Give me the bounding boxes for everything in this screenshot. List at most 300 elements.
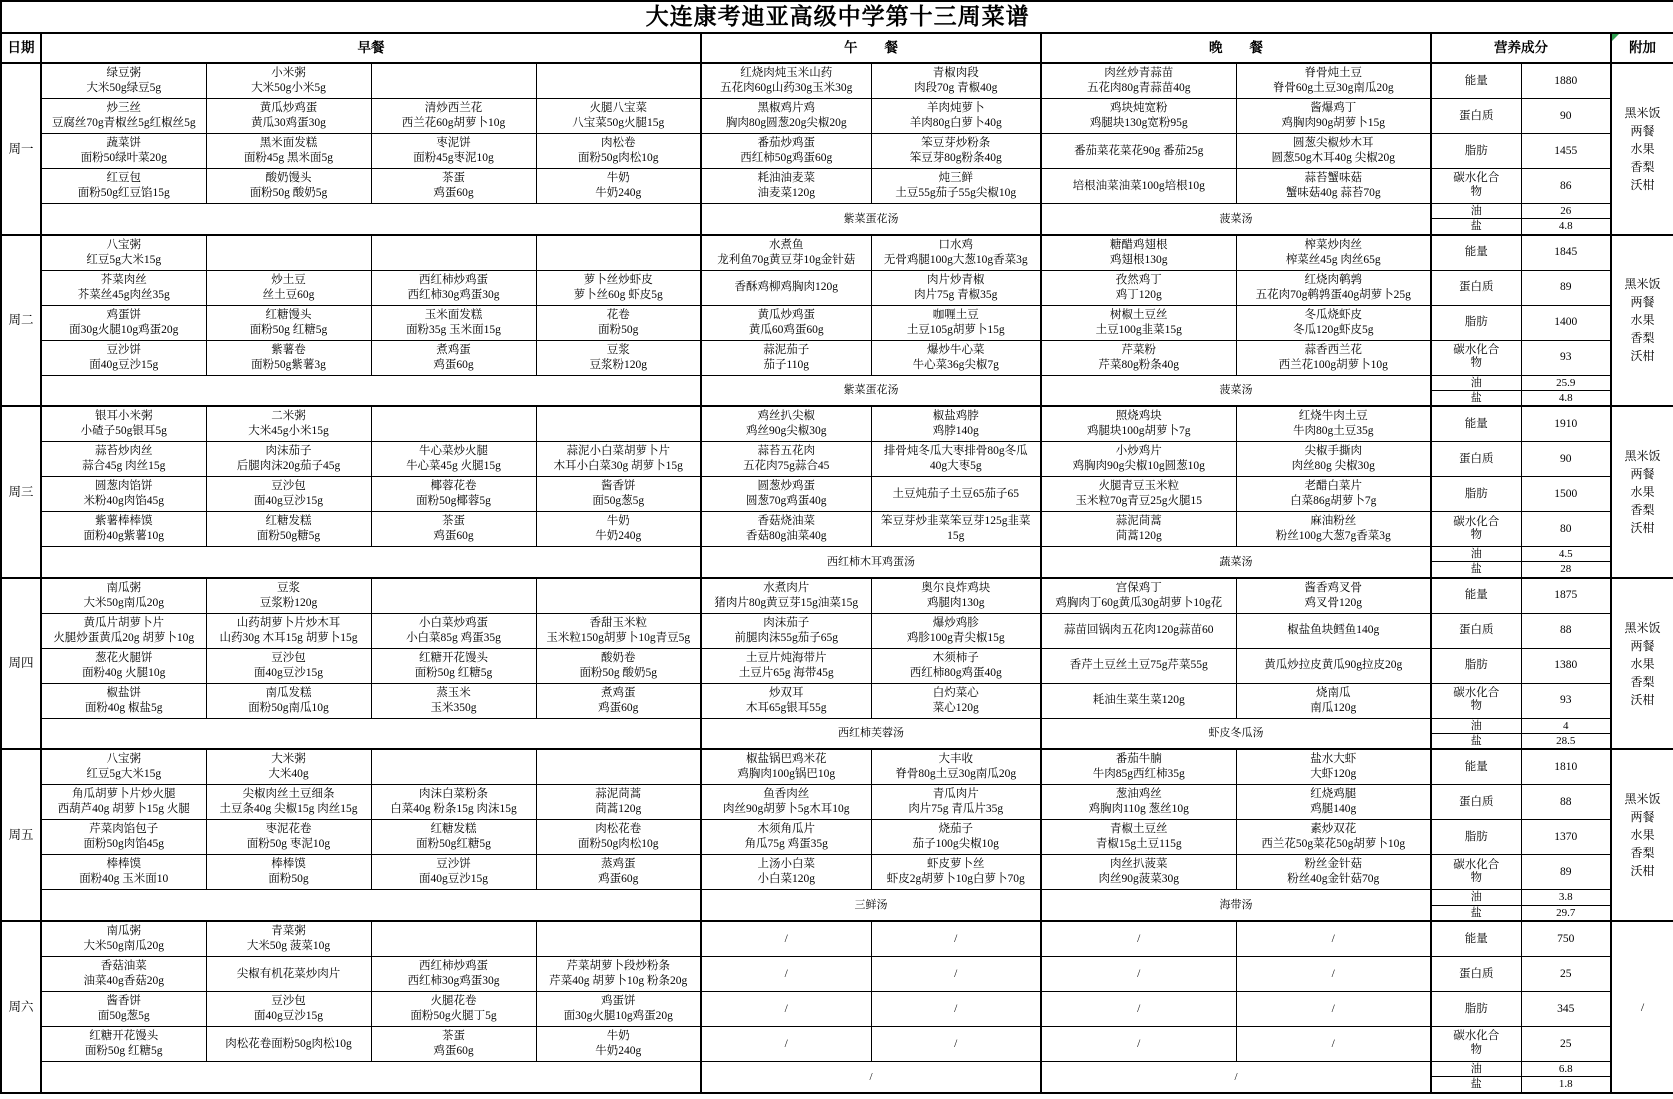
dish-cell: 棒棒馍 面粉40g 玉米面10 xyxy=(41,855,206,890)
dish-cell: 八宝粥 红豆5g大米15g xyxy=(41,749,206,785)
dish-cell: 香甜玉米粒 玉米粒150g胡萝卜10g青豆5g xyxy=(536,613,701,648)
dish-cell: 红糖开花馒头 面粉50g 红糖5g xyxy=(371,648,536,683)
lunch-soup-cell: 西红柿芙蓉汤 xyxy=(701,718,1041,749)
dish-cell: 咖喱土豆 土豆105g胡萝卜15g xyxy=(871,305,1041,340)
dish-cell: 酸奶卷 面粉50g 酸奶5g xyxy=(536,648,701,683)
page-title: 大连康考迪亚高级中学第十三周菜谱 xyxy=(1,1,1673,33)
dish-cell: 棒棒馍 面粉50g xyxy=(206,855,371,890)
dish-cell: 木须柿子 西红柿80g鸡蛋40g xyxy=(871,648,1041,683)
nutrition-label: 能量 xyxy=(1431,749,1521,785)
dish-cell: 宫保鸡丁 鸡胸肉丁60g黄瓜30g胡萝卜10g花 xyxy=(1041,578,1236,614)
dish-cell: 老醋白菜片 白菜86g胡萝卜7g xyxy=(1236,477,1431,512)
dish-cell: / xyxy=(871,991,1041,1026)
dish-cell: 大米粥 大米40g xyxy=(206,749,371,785)
nutrition-value: 90 xyxy=(1521,442,1611,477)
dish-cell: 清炒西兰花 西兰花60g胡萝卜10g xyxy=(371,99,536,134)
nutrition-label: 碳水化合物 xyxy=(1431,169,1521,204)
nutrition-value: 80 xyxy=(1521,512,1611,547)
empty-cell xyxy=(371,749,536,785)
dish-cell: 青椒肉段 肉段70g 青椒40g xyxy=(871,63,1041,99)
col-header-date: 日期 xyxy=(1,33,41,63)
dish-cell: 青椒土豆丝 青椒15g土豆115g xyxy=(1041,820,1236,855)
dish-cell: 羊肉炖萝卜 羊肉80g白萝卜40g xyxy=(871,99,1041,134)
dish-cell: 椒盐饼 面粉40g 椒盐5g xyxy=(41,683,206,718)
dish-cell: 葱油鸡丝 鸡胸肉110g 葱丝10g xyxy=(1041,785,1236,820)
dish-cell: 肉片炒青椒 肉片75g 青椒35g xyxy=(871,270,1041,305)
dish-cell: / xyxy=(1041,921,1236,957)
nutrition-label: 蛋白质 xyxy=(1431,785,1521,820)
dish-cell: 蒜泥小白菜胡萝卜片 木耳小白菜30g 胡萝卜15g xyxy=(536,442,701,477)
dish-cell: / xyxy=(1041,956,1236,991)
nutrition-label: 油 xyxy=(1431,890,1521,905)
dish-cell: 黑米面发糕 面粉45g 黑米面5g xyxy=(206,134,371,169)
dish-cell: 萝卜丝炒虾皮 萝卜丝60g 虾皮5g xyxy=(536,270,701,305)
nutrition-label: 盐 xyxy=(1431,905,1521,921)
dish-cell: 番茄炒鸡蛋 西红柿50g鸡蛋60g xyxy=(701,134,871,169)
dish-cell: 番茄牛腩 牛肉85g西红柿35g xyxy=(1041,749,1236,785)
dish-cell: 青菜粥 大米50g 菠菜10g xyxy=(206,921,371,957)
dish-cell: 椒盐鸡脖 鸡脖140g xyxy=(871,406,1041,442)
dish-cell: 粉丝金针菇 粉丝40g金针菇70g xyxy=(1236,855,1431,890)
dish-cell: 冬瓜烧虾皮 冬瓜120g虾皮5g xyxy=(1236,305,1431,340)
dish-cell: 豆沙饼 面40g豆沙15g xyxy=(41,340,206,375)
dish-cell: 牛奶 牛奶240g xyxy=(536,512,701,547)
nutrition-value: 4.8 xyxy=(1521,219,1611,235)
dish-cell: 虾皮萝卜丝 虾皮2g胡萝卜10g白萝卜70g xyxy=(871,855,1041,890)
col-header-nutrition: 营养成分 xyxy=(1431,33,1611,63)
nutrition-label: 碳水化合物 xyxy=(1431,683,1521,718)
dish-cell: 鸡块炖宽粉 鸡腿块130g宽粉95g xyxy=(1041,99,1236,134)
dish-cell: 耗油油麦菜 油麦菜120g xyxy=(701,169,871,204)
col-header-breakfast: 早餐 xyxy=(41,33,701,63)
dish-cell: 红糖馒头 面粉50g 红糖5g xyxy=(206,305,371,340)
empty-cell xyxy=(536,63,701,99)
lunch-soup-cell: 紫菜蛋花汤 xyxy=(701,375,1041,406)
dish-cell: 牛心菜炒火腿 牛心菜45g 火腿15g xyxy=(371,442,536,477)
dish-cell: 绿豆粥 大米50g绿豆5g xyxy=(41,63,206,99)
empty-cell xyxy=(41,547,701,578)
dish-cell: 鸡蛋饼 面30g火腿10g鸡蛋20g xyxy=(41,305,206,340)
col-header-extra xyxy=(1611,33,1673,63)
dish-cell: 枣泥花卷 面粉50g 枣泥10g xyxy=(206,820,371,855)
dish-cell: 黄瓜炒鸡蛋 黄瓜30鸡蛋30g xyxy=(206,99,371,134)
empty-cell xyxy=(371,406,536,442)
dish-cell: 红烧肉鹌鹑 五花肉70g鹌鹑蛋40g胡萝卜25g xyxy=(1236,270,1431,305)
col-header-extra-label: 附加 xyxy=(1629,40,1657,56)
dish-cell: 笨豆芽炒粉条 笨豆芽80g粉条40g xyxy=(871,134,1041,169)
nutrition-label: 油 xyxy=(1431,204,1521,219)
dish-cell: / xyxy=(1041,991,1236,1026)
dish-cell: 脊骨炖土豆 脊骨60g土豆30g南瓜20g xyxy=(1236,63,1431,99)
nutrition-value: 25 xyxy=(1521,956,1611,991)
dish-cell: / xyxy=(871,921,1041,957)
nutrition-label: 蛋白质 xyxy=(1431,613,1521,648)
dish-cell: 煮鸡蛋 鸡蛋60g xyxy=(536,683,701,718)
dish-cell: 肉沫茄子 后腿肉沫20g茄子45g xyxy=(206,442,371,477)
nutrition-value: 86 xyxy=(1521,169,1611,204)
dish-cell: / xyxy=(701,991,871,1026)
nutrition-value: 25.9 xyxy=(1521,375,1611,390)
dish-cell: / xyxy=(1236,956,1431,991)
dish-cell: 耗油生菜生菜120g xyxy=(1041,683,1236,718)
nutrition-label: 脂肪 xyxy=(1431,477,1521,512)
dish-cell: 火腿花卷 面粉50g火腿丁5g xyxy=(371,991,536,1026)
dish-cell: 红烧肉炖玉米山药 五花肉60g山药30g玉米30g xyxy=(701,63,871,99)
nutrition-label: 能量 xyxy=(1431,921,1521,957)
dish-cell: 小米粥 大米50g小米5g xyxy=(206,63,371,99)
dish-cell: 青瓜肉片 肉片75g 青瓜片35g xyxy=(871,785,1041,820)
dish-cell: 芥菜肉丝 芥菜丝45g肉丝35g xyxy=(41,270,206,305)
dish-cell: 蒜苔五花肉 五花肉75g蒜合45 xyxy=(701,442,871,477)
nutrition-value: 1880 xyxy=(1521,63,1611,99)
empty-cell xyxy=(536,921,701,957)
dish-cell: 八宝粥 红豆5g大米15g xyxy=(41,235,206,271)
dish-cell: 番茄菜花菜花90g 番茄25g xyxy=(1041,134,1236,169)
dish-cell: 酸奶馒头 面粉50g 酸奶5g xyxy=(206,169,371,204)
day-label: 周六 xyxy=(1,921,41,1093)
nutrition-value: 1845 xyxy=(1521,235,1611,271)
nutrition-label: 能量 xyxy=(1431,235,1521,271)
nutrition-label: 盐 xyxy=(1431,1077,1521,1093)
extra-note: / xyxy=(1611,921,1673,1093)
dish-cell: 榨菜炒肉丝 榨菜丝45g 肉丝65g xyxy=(1236,235,1431,271)
empty-cell xyxy=(536,406,701,442)
day-label: 周三 xyxy=(1,406,41,578)
dish-cell: 蒜苔炒肉丝 蒜合45g 肉丝15g xyxy=(41,442,206,477)
nutrition-label: 蛋白质 xyxy=(1431,956,1521,991)
nutrition-value: 4.8 xyxy=(1521,390,1611,406)
empty-cell xyxy=(41,1061,701,1092)
dish-cell: 茶蛋 鸡蛋60g xyxy=(371,512,536,547)
dish-cell: 红糖开花馒头 面粉50g 红糖5g xyxy=(41,1026,206,1061)
dish-cell: 上汤小白菜 小白菜120g xyxy=(701,855,871,890)
dish-cell: 炒土豆 丝土豆60g xyxy=(206,270,371,305)
dish-cell: 蒜香西兰花 西兰花100g胡萝卜10g xyxy=(1236,340,1431,375)
dish-cell: 木须角瓜片 角瓜75g 鸡蛋35g xyxy=(701,820,871,855)
extra-note: 黑米饭 两餐 水果 香梨 沃柑 xyxy=(1611,406,1673,578)
dish-cell: 牛奶 牛奶240g xyxy=(536,1026,701,1061)
day-label: 周一 xyxy=(1,63,41,235)
dish-cell: 蒜泥茼蒿 茼蒿120g xyxy=(536,785,701,820)
dish-cell: / xyxy=(1236,1026,1431,1061)
dish-cell: 香酥鸡柳鸡胸肉120g xyxy=(701,270,871,305)
extra-note: 黑米饭 两餐 水果 香梨 沃柑 xyxy=(1611,235,1673,407)
dish-cell: 火腿八宝菜 八宝菜50g火腿15g xyxy=(536,99,701,134)
dish-cell: 红烧牛肉土豆 牛肉80g土豆35g xyxy=(1236,406,1431,442)
dish-cell: 红糖发糕 面粉50g红糖5g xyxy=(371,820,536,855)
nutrition-label: 蛋白质 xyxy=(1431,270,1521,305)
dish-cell: 肉松花卷面粉50g肉松10g xyxy=(206,1026,371,1061)
nutrition-value: 89 xyxy=(1521,270,1611,305)
nutrition-label: 脂肪 xyxy=(1431,820,1521,855)
dish-cell: 蒸鸡蛋 鸡蛋60g xyxy=(536,855,701,890)
nutrition-label: 碳水化合物 xyxy=(1431,1026,1521,1061)
dish-cell: / xyxy=(871,956,1041,991)
nutrition-value: 1500 xyxy=(1521,477,1611,512)
dish-cell: 圆葱尖椒炒木耳 圆葱50g木耳40g 尖椒20g xyxy=(1236,134,1431,169)
extra-note: 黑米饭 两餐 水果 香梨 沃柑 xyxy=(1611,749,1673,921)
dish-cell: 炖三鲜 土豆55g茄子55g尖椒10g xyxy=(871,169,1041,204)
dish-cell: 豆浆 豆浆粉120g xyxy=(536,340,701,375)
dish-cell: 照烧鸡块 鸡腿块100g胡萝卜7g xyxy=(1041,406,1236,442)
dish-cell: 酱香饼 面50g葱5g xyxy=(536,477,701,512)
nutrition-label: 脂肪 xyxy=(1431,134,1521,169)
dish-cell: 椰蓉花卷 面粉50g椰蓉5g xyxy=(371,477,536,512)
dinner-soup-cell: / xyxy=(1041,1061,1431,1092)
nutrition-value: 1810 xyxy=(1521,749,1611,785)
dish-cell: 南瓜发糕 面粉50g南瓜10g xyxy=(206,683,371,718)
dish-cell: 花卷 面粉50g xyxy=(536,305,701,340)
dish-cell: 香菇烧油菜 香菇80g油菜40g xyxy=(701,512,871,547)
dish-cell: 炒双耳 木耳65g银耳55g xyxy=(701,683,871,718)
dish-cell: 茶蛋 鸡蛋60g xyxy=(371,1026,536,1061)
dish-cell: 土豆炖茄子土豆65茄子65 xyxy=(871,477,1041,512)
dish-cell: 黄瓜炒拉皮黄瓜90g拉皮20g xyxy=(1236,648,1431,683)
day-label: 周五 xyxy=(1,749,41,921)
nutrition-value: 88 xyxy=(1521,785,1611,820)
dish-cell: 麻油粉丝 粉丝100g大葱7g香菜3g xyxy=(1236,512,1431,547)
dish-cell: 烧茄子 茄子100g尖椒10g xyxy=(871,820,1041,855)
nutrition-value: 90 xyxy=(1521,99,1611,134)
dish-cell: 角瓜胡萝卜片炒火腿 西葫芦40g 胡萝卜15g 火腿 xyxy=(41,785,206,820)
dish-cell: 山药胡萝卜片炒木耳 山药30g 木耳15g 胡萝卜15g xyxy=(206,613,371,648)
dish-cell: 枣泥饼 面粉45g枣泥10g xyxy=(371,134,536,169)
dish-cell: 鸡蛋饼 面30g火腿10g鸡蛋20g xyxy=(536,991,701,1026)
dish-cell: 酱香鸡叉骨 鸡叉骨120g xyxy=(1236,578,1431,614)
dish-cell: 肉丝扒菠菜 肉丝90g菠菜30g xyxy=(1041,855,1236,890)
nutrition-value: 88 xyxy=(1521,613,1611,648)
empty-cell xyxy=(371,921,536,957)
nutrition-value: 1380 xyxy=(1521,648,1611,683)
dish-cell: 圆葱肉馅饼 米粉40g肉馅45g xyxy=(41,477,206,512)
dish-cell: 西红柿炒鸡蛋 西红柿30g鸡蛋30g xyxy=(371,956,536,991)
dish-cell: 圆葱炒鸡蛋 圆葱70g鸡蛋40g xyxy=(701,477,871,512)
nutrition-value: 89 xyxy=(1521,855,1611,890)
dish-cell: 炒三丝 豆腐丝70g青椒丝5g红椒丝5g xyxy=(41,99,206,134)
dish-cell: 肉丝炒青蒜苗 五花肉80g青蒜苗40g xyxy=(1041,63,1236,99)
dish-cell: / xyxy=(1041,1026,1236,1061)
dinner-soup-cell: 海带汤 xyxy=(1041,890,1431,921)
dish-cell: 豆沙饼 面40g豆沙15g xyxy=(371,855,536,890)
dish-cell: 爆炒牛心菜 牛心菜36g尖椒7g xyxy=(871,340,1041,375)
nutrition-value: 3.8 xyxy=(1521,890,1611,905)
dish-cell: 酱爆鸡丁 鸡胸肉90g胡萝卜15g xyxy=(1236,99,1431,134)
dish-cell: 葱花火腿饼 面粉40g 火腿10g xyxy=(41,648,206,683)
nutrition-label: 碳水化合物 xyxy=(1431,855,1521,890)
dish-cell: 肉沫茄子 前腿肉沫55g茄子65g xyxy=(701,613,871,648)
dish-cell: 糖醋鸡翅根 鸡翅根130g xyxy=(1041,235,1236,271)
dish-cell: 素炒双花 西兰花50g菜花50g胡萝卜10g xyxy=(1236,820,1431,855)
nutrition-value: 1370 xyxy=(1521,820,1611,855)
dish-cell: 尖椒肉丝土豆细条 土豆条40g 尖椒15g 肉丝15g xyxy=(206,785,371,820)
dinner-soup-cell: 虾皮冬瓜汤 xyxy=(1041,718,1431,749)
dish-cell: 奥尔良炸鸡块 鸡腿肉130g xyxy=(871,578,1041,614)
nutrition-value: 93 xyxy=(1521,340,1611,375)
nutrition-label: 脂肪 xyxy=(1431,305,1521,340)
nutrition-label: 脂肪 xyxy=(1431,991,1521,1026)
dish-cell: 红糖发糕 面粉50g糖5g xyxy=(206,512,371,547)
dish-cell: 蒜苔蟹味菇 蟹味菇40g 蒜苔70g xyxy=(1236,169,1431,204)
dish-cell: 红烧鸡腿 鸡腿140g xyxy=(1236,785,1431,820)
nutrition-label: 油 xyxy=(1431,1061,1521,1076)
nutrition-label: 能量 xyxy=(1431,578,1521,614)
dish-cell: 蒜苗回锅肉五花肉120g蒜苗60 xyxy=(1041,613,1236,648)
nutrition-label: 油 xyxy=(1431,375,1521,390)
nutrition-label: 能量 xyxy=(1431,406,1521,442)
dish-cell: 培根油菜油菜100g培根10g xyxy=(1041,169,1236,204)
dish-cell: 酱香饼 面50g葱5g xyxy=(41,991,206,1026)
dish-cell: 香芹土豆丝土豆75g芹菜55g xyxy=(1041,648,1236,683)
dish-cell: 尖椒有机花菜炒肉片 xyxy=(206,956,371,991)
nutrition-label: 盐 xyxy=(1431,562,1521,578)
nutrition-value: 750 xyxy=(1521,921,1611,957)
dish-cell: 二米粥 大米45g小米15g xyxy=(206,406,371,442)
dish-cell: 鸡丝扒尖椒 鸡丝90g尖椒30g xyxy=(701,406,871,442)
dish-cell: 排骨炖冬瓜大枣排骨80g冬瓜 40g大枣5g xyxy=(871,442,1041,477)
dish-cell: 蒜泥茼蒿 茼蒿120g xyxy=(1041,512,1236,547)
lunch-soup-cell: 三鲜汤 xyxy=(701,890,1041,921)
empty-cell xyxy=(41,375,701,406)
dish-cell: 南瓜粥 大米50g南瓜20g xyxy=(41,921,206,957)
dish-cell: 大丰收 脊骨80g土豆30g南瓜20g xyxy=(871,749,1041,785)
nutrition-label: 盐 xyxy=(1431,734,1521,750)
dish-cell: / xyxy=(1236,921,1431,957)
nutrition-label: 能量 xyxy=(1431,63,1521,99)
dish-cell: 黄瓜炒鸡蛋 黄瓜60鸡蛋60g xyxy=(701,305,871,340)
col-header-dinner: 晚 餐 xyxy=(1041,33,1431,63)
col-header-lunch: 午 餐 xyxy=(701,33,1041,63)
dish-cell: 肉沫白菜粉条 白菜40g 粉条15g 肉沫15g xyxy=(371,785,536,820)
dish-cell: 烧南瓜 南瓜120g xyxy=(1236,683,1431,718)
nutrition-value: 1910 xyxy=(1521,406,1611,442)
empty-cell xyxy=(206,235,371,271)
dish-cell: 鱼香肉丝 肉丝90g胡萝卜5g木耳10g xyxy=(701,785,871,820)
empty-cell xyxy=(536,578,701,614)
dish-cell: 肉松花卷 面粉50g肉松10g xyxy=(536,820,701,855)
empty-cell xyxy=(41,890,701,921)
nutrition-label: 盐 xyxy=(1431,390,1521,406)
empty-cell xyxy=(536,235,701,271)
empty-cell xyxy=(371,235,536,271)
dinner-soup-cell: 蔬菜汤 xyxy=(1041,547,1431,578)
nutrition-value: 1.8 xyxy=(1521,1077,1611,1093)
nutrition-value: 28 xyxy=(1521,562,1611,578)
lunch-soup-cell: 西红柿木耳鸡蛋汤 xyxy=(701,547,1041,578)
empty-cell xyxy=(536,749,701,785)
nutrition-label: 盐 xyxy=(1431,219,1521,235)
dish-cell: 爆炒鸡胗 鸡胗100g青尖椒15g xyxy=(871,613,1041,648)
dish-cell: 水煮鱼 龙利鱼70g黄豆芽10g金针菇 xyxy=(701,235,871,271)
dish-cell: 南瓜粥 大米50g南瓜20g xyxy=(41,578,206,614)
nutrition-value: 1400 xyxy=(1521,305,1611,340)
nutrition-label: 蛋白质 xyxy=(1431,442,1521,477)
dinner-soup-cell: 菠菜汤 xyxy=(1041,375,1431,406)
dish-cell: 煮鸡蛋 鸡蛋60g xyxy=(371,340,536,375)
dish-cell: 芹菜肉馅包子 面粉50g肉馅45g xyxy=(41,820,206,855)
dish-cell: 小炒鸡片 鸡胸肉90g尖椒10g圆葱10g xyxy=(1041,442,1236,477)
dish-cell: 蒜泥茄子 茄子110g xyxy=(701,340,871,375)
dish-cell: 银耳小米粥 小碴子50g银耳5g xyxy=(41,406,206,442)
nutrition-value: 28.5 xyxy=(1521,734,1611,750)
dish-cell: 口水鸡 无骨鸡腿100g大葱10g香菜3g xyxy=(871,235,1041,271)
nutrition-label: 碳水化合物 xyxy=(1431,512,1521,547)
nutrition-label: 蛋白质 xyxy=(1431,99,1521,134)
nutrition-label: 油 xyxy=(1431,718,1521,733)
day-label: 周四 xyxy=(1,578,41,750)
dish-cell: 豆沙包 面40g豆沙15g xyxy=(206,477,371,512)
dish-cell: 孜然鸡丁 鸡丁120g xyxy=(1041,270,1236,305)
dish-cell: 黄瓜片胡萝卜片 火腿炒蛋黄瓜20g 胡萝卜10g xyxy=(41,613,206,648)
dish-cell: 笨豆芽炒韭菜笨豆芽125g韭菜 15g xyxy=(871,512,1041,547)
dish-cell: 芹菜粉 芹菜80g粉条40g xyxy=(1041,340,1236,375)
dish-cell: 椒盐锅巴鸡米花 鸡胸肉100g锅巴10g xyxy=(701,749,871,785)
dish-cell: / xyxy=(701,1026,871,1061)
day-label: 周二 xyxy=(1,235,41,407)
nutrition-value: 4 xyxy=(1521,718,1611,733)
dish-cell: 紫薯卷 面粉50g紫薯3g xyxy=(206,340,371,375)
dish-cell: 豆浆 豆浆粉120g xyxy=(206,578,371,614)
dish-cell: 紫薯棒棒馍 面粉40g紫薯10g xyxy=(41,512,206,547)
dish-cell: 红豆包 面粉50g红豆馅15g xyxy=(41,169,206,204)
dish-cell: / xyxy=(701,956,871,991)
dinner-soup-cell: 菠菜汤 xyxy=(1041,204,1431,235)
dish-cell: 豆沙包 面40g豆沙15g xyxy=(206,991,371,1026)
lunch-soup-cell: / xyxy=(701,1061,1041,1092)
dish-cell: 肉松卷 面粉50g肉松10g xyxy=(536,134,701,169)
dish-cell: 黑椒鸡片鸡 胸肉80g圆葱20g尖椒20g xyxy=(701,99,871,134)
dish-cell: 牛奶 牛奶240g xyxy=(536,169,701,204)
dish-cell: 豆沙包 面40g豆沙15g xyxy=(206,648,371,683)
nutrition-label: 碳水化合物 xyxy=(1431,340,1521,375)
dish-cell: 小白菜炒鸡蛋 小白菜85g 鸡蛋35g xyxy=(371,613,536,648)
empty-cell xyxy=(371,63,536,99)
dish-cell: 香菇油菜 油菜40g香菇20g xyxy=(41,956,206,991)
dish-cell: 尖椒手撕肉 肉丝80g 尖椒30g xyxy=(1236,442,1431,477)
lunch-soup-cell: 紫菜蛋花汤 xyxy=(701,204,1041,235)
empty-cell xyxy=(41,204,701,235)
extra-note: 黑米饭 两餐 水果 香梨 沃柑 xyxy=(1611,63,1673,235)
dish-cell: 蒸玉米 玉米350g xyxy=(371,683,536,718)
nutrition-label: 油 xyxy=(1431,547,1521,562)
nutrition-value: 29.7 xyxy=(1521,905,1611,921)
empty-cell xyxy=(41,718,701,749)
nutrition-value: 25 xyxy=(1521,1026,1611,1061)
dish-cell: 茶蛋 鸡蛋60g xyxy=(371,169,536,204)
nutrition-value: 1875 xyxy=(1521,578,1611,614)
nutrition-value: 26 xyxy=(1521,204,1611,219)
dish-cell: / xyxy=(1236,991,1431,1026)
dish-cell: 芹菜胡萝卜段炒粉条 芹菜40g 胡萝卜10g 粉条20g xyxy=(536,956,701,991)
nutrition-value: 345 xyxy=(1521,991,1611,1026)
nutrition-value: 6.8 xyxy=(1521,1061,1611,1076)
dish-cell: 树椒土豆丝 土豆100g韭菜15g xyxy=(1041,305,1236,340)
dish-cell: 盐水大虾 大虾120g xyxy=(1236,749,1431,785)
extra-note: 黑米饭 两餐 水果 香梨 沃柑 xyxy=(1611,578,1673,750)
dish-cell: 蔬菜饼 面粉50绿叶菜20g xyxy=(41,134,206,169)
nutrition-value: 4.5 xyxy=(1521,547,1611,562)
dish-cell: / xyxy=(871,1026,1041,1061)
nutrition-value: 1455 xyxy=(1521,134,1611,169)
dish-cell: 水煮肉片 猪肉片80g黄豆芽15g油菜15g xyxy=(701,578,871,614)
dish-cell: 椒盐鱼块鳕鱼140g xyxy=(1236,613,1431,648)
nutrition-label: 脂肪 xyxy=(1431,648,1521,683)
dish-cell: 西红柿炒鸡蛋 西红柿30g鸡蛋30g xyxy=(371,270,536,305)
dish-cell: 白灼菜心 菜心120g xyxy=(871,683,1041,718)
dish-cell: 火腿青豆玉米粒 玉米粒70g青豆25g火腿15 xyxy=(1041,477,1236,512)
dish-cell: / xyxy=(701,921,871,957)
empty-cell xyxy=(371,578,536,614)
dish-cell: 玉米面发糕 面粉35g 玉米面15g xyxy=(371,305,536,340)
